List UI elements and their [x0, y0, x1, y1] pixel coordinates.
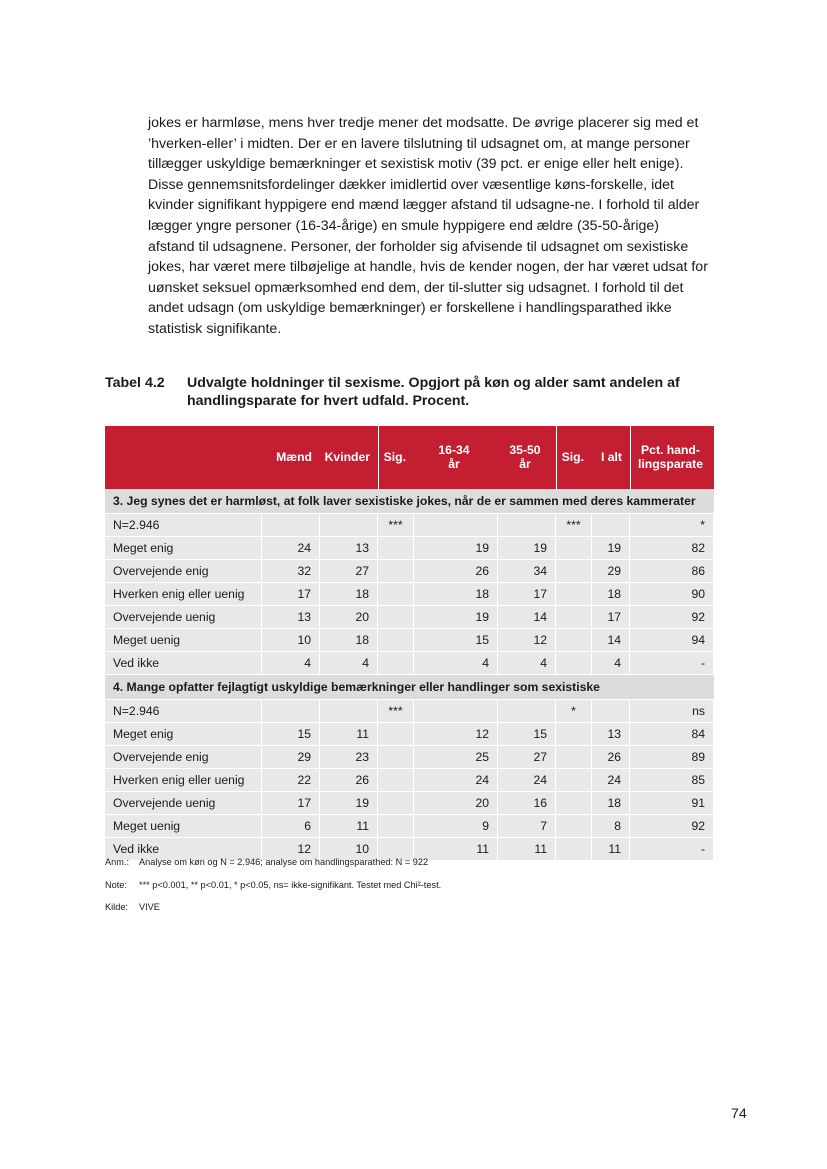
row-label: Overvejende uenig: [105, 792, 262, 815]
table-row: [105, 700, 714, 723]
row-label: Meget uenig: [105, 815, 262, 838]
table-body: [105, 489, 714, 861]
column-header: 35-50 år: [498, 426, 556, 489]
table-cell: [498, 514, 556, 537]
table-cell: 24: [498, 769, 556, 792]
table-cell: 25: [414, 746, 498, 769]
table-cell: 26: [414, 560, 498, 583]
table-cell: 92: [630, 606, 714, 629]
table-cell: -: [630, 838, 714, 861]
row-label: Meget uenig: [105, 629, 262, 652]
table-cell: 17: [262, 583, 320, 606]
table-cell: 34: [498, 560, 556, 583]
row-label: Hverken enig eller uenig: [105, 769, 262, 792]
column-header: Pct. hand- lingsparate: [630, 426, 714, 489]
table-cell: [378, 746, 414, 769]
table-cell: 26: [320, 769, 378, 792]
table-cell: [592, 514, 630, 537]
row-label: N=2.946: [105, 514, 262, 537]
table-cell: 15: [262, 723, 320, 746]
table-cell: 19: [414, 606, 498, 629]
table-cell: [378, 606, 414, 629]
table-cell: ***: [378, 700, 414, 723]
table-row: [105, 629, 714, 652]
table-cell: 91: [630, 792, 714, 815]
section-title: 4. Mange opfatter fejlagtigt uskyldige bemærkninger eller handlinger som sexistiske: [105, 675, 714, 700]
table-cell: ***: [556, 514, 592, 537]
table-cell: 84: [630, 723, 714, 746]
table-cell: 23: [320, 746, 378, 769]
section-header-row: [105, 675, 714, 700]
table-cell: 8: [592, 815, 630, 838]
table-cell: 10: [262, 629, 320, 652]
table-cell: [556, 792, 592, 815]
note-text: VIVE: [139, 902, 160, 912]
table-cell: 17: [592, 606, 630, 629]
table-cell: 11: [320, 723, 378, 746]
table-cell: 22: [262, 769, 320, 792]
row-label: Ved ikke: [105, 838, 262, 861]
table-cell: [556, 723, 592, 746]
note-text: *** p<0.001, ** p<0.01, * p<0.05, ns= ikke-signifikant. Testet med Chi²-test.: [139, 879, 442, 890]
table-cell: 9: [414, 815, 498, 838]
table-cell: 10: [320, 838, 378, 861]
table-cell: 4: [320, 652, 378, 675]
table-cell: [378, 723, 414, 746]
column-header: I alt: [592, 426, 630, 489]
note-key: Anm.:: [105, 857, 129, 867]
table-cell: -: [630, 652, 714, 675]
table-cell: [592, 700, 630, 723]
table-cell: [262, 514, 320, 537]
table-row: [105, 652, 714, 675]
table-cell: 12: [414, 723, 498, 746]
table-cell: 92: [630, 815, 714, 838]
note-key: Note:: [105, 879, 127, 890]
table-cell: [378, 769, 414, 792]
table-cell: [556, 652, 592, 675]
column-header: Sig.: [378, 426, 414, 489]
table-row: [105, 769, 714, 792]
row-label: Overvejende uenig: [105, 606, 262, 629]
table-cell: 86: [630, 560, 714, 583]
table-cell: 11: [592, 838, 630, 861]
table-row: [105, 792, 714, 815]
table-cell: 16: [498, 792, 556, 815]
table-cell: 27: [498, 746, 556, 769]
table-cell: [498, 700, 556, 723]
table-cell: [556, 629, 592, 652]
table-cell: [556, 815, 592, 838]
table-header-row: [105, 426, 714, 489]
table-cell: 90: [630, 583, 714, 606]
note-note: [105, 879, 441, 891]
table-cell: [378, 537, 414, 560]
table-cell: 4: [414, 652, 498, 675]
table-cell: 15: [414, 629, 498, 652]
body-paragraph: [148, 113, 708, 340]
table-cell: 17: [498, 583, 556, 606]
table-cell: 12: [262, 838, 320, 861]
table-cell: 19: [414, 537, 498, 560]
table-cell: *: [630, 514, 714, 537]
data-table: [105, 426, 714, 861]
table-cell: 13: [262, 606, 320, 629]
table-cell: [262, 700, 320, 723]
table-cell: ***: [378, 514, 414, 537]
table-row: [105, 746, 714, 769]
table-notes: [105, 856, 441, 924]
table-cell: 20: [414, 792, 498, 815]
table-cell: 32: [262, 560, 320, 583]
table-cell: 6: [262, 815, 320, 838]
table-row: [105, 583, 714, 606]
table-cell: 11: [414, 838, 498, 861]
note-anm: [105, 856, 441, 868]
table-cell: [378, 652, 414, 675]
table-cell: 15: [498, 723, 556, 746]
table-cell: 12: [498, 629, 556, 652]
table-cell: 24: [592, 769, 630, 792]
table-cell: 7: [498, 815, 556, 838]
table-cell: [556, 769, 592, 792]
table-cell: [378, 792, 414, 815]
table-cell: 18: [320, 583, 378, 606]
table-cell: [320, 514, 378, 537]
table-row: [105, 514, 714, 537]
table-cell: 18: [592, 583, 630, 606]
note-key: Kilde:: [105, 902, 128, 912]
table-cell: 14: [592, 629, 630, 652]
table-cell: [378, 815, 414, 838]
table-cell: 18: [320, 629, 378, 652]
table-cell: 18: [592, 792, 630, 815]
caption-title: Udvalgte holdninger til sexisme. Opgjort på køn og alder samt andelen af handlingsparate for hvert udfald. Procent.: [187, 375, 680, 409]
section-title: 3. Jeg synes det er harmløst, at folk laver sexistiske jokes, når de er sammen med deres kammerater: [105, 489, 714, 514]
table-cell: [320, 700, 378, 723]
section-header-row: [105, 489, 714, 514]
table-cell: 19: [592, 537, 630, 560]
table-cell: [378, 629, 414, 652]
table-cell: 4: [498, 652, 556, 675]
column-header: 16-34 år: [414, 426, 498, 489]
table-cell: 24: [262, 537, 320, 560]
table-cell: 26: [592, 746, 630, 769]
table-caption: [105, 374, 705, 410]
table-cell: [556, 746, 592, 769]
table-cell: 29: [592, 560, 630, 583]
note-kilde: [105, 901, 441, 913]
table-row: [105, 815, 714, 838]
table-cell: 94: [630, 629, 714, 652]
row-label: Meget enig: [105, 723, 262, 746]
row-label: Ved ikke: [105, 652, 262, 675]
table-cell: 4: [262, 652, 320, 675]
caption-label: Tabel 4.2: [105, 375, 165, 391]
row-label: Meget enig: [105, 537, 262, 560]
table-row: [105, 723, 714, 746]
paragraph-text: jokes er harmløse, mens hver tredje mener det modsatte. De øvrige placerer sig med et ’hverken-eller’ i midten. Der er en lavere tilslutning til udsagnet om, at mange personer tillægger uskyldige bemærkninger et sexistisk motiv (39 pct. er enige eller helt enige). Disse gennemsnitsfordelinger dækker imidlertid over væsentlige køns-forskelle, idet kvinder signifikant hyppigere end mænd lægger afstand til udsagne-ne. I forhold til alder lægger yngre personer (16-34-årige) en smule hyppigere end ældre (35-50-årige) afstand til udsagnene. Personer, der forholder sig afvisende til udsagnet om sexistiske jokes, har været mere tilbøjelige at handle, hvis de kender nogen, der har været udsat for uønsket seksuel opmærksomhed end dem, der til-slutter sig udsagnet. I forhold til det andet udsagn (om uskyldige bemærkninger) er forskellene i handlingsparathed ikke statistisk signifikante.: [148, 115, 708, 337]
header-blank: [105, 426, 262, 489]
table-cell: *: [556, 700, 592, 723]
table-cell: 20: [320, 606, 378, 629]
table-cell: 13: [592, 723, 630, 746]
table-cell: 89: [630, 746, 714, 769]
table-cell: 11: [498, 838, 556, 861]
table-cell: 11: [320, 815, 378, 838]
note-text: Analyse om køn og N = 2.946; analyse om handlingsparathed: N = 922: [139, 857, 429, 867]
column-header: Mænd: [262, 426, 320, 489]
table-cell: 19: [498, 537, 556, 560]
table-row: [105, 560, 714, 583]
row-label: Overvejende enig: [105, 560, 262, 583]
table-cell: 19: [320, 792, 378, 815]
table-cell: 82: [630, 537, 714, 560]
table-cell: [556, 606, 592, 629]
table-cell: [556, 537, 592, 560]
table-cell: 27: [320, 560, 378, 583]
table-cell: [414, 514, 498, 537]
row-label: N=2.946: [105, 700, 262, 723]
table-cell: 18: [414, 583, 498, 606]
row-label: Hverken enig eller uenig: [105, 583, 262, 606]
table-cell: 85: [630, 769, 714, 792]
page-number: 74: [731, 1106, 747, 1122]
table-cell: ns: [630, 700, 714, 723]
table-cell: [414, 700, 498, 723]
table-cell: 4: [592, 652, 630, 675]
table-cell: 29: [262, 746, 320, 769]
table-cell: [556, 583, 592, 606]
row-label: Overvejende enig: [105, 746, 262, 769]
table-cell: 14: [498, 606, 556, 629]
table-cell: [378, 560, 414, 583]
table-cell: 17: [262, 792, 320, 815]
table-cell: [378, 583, 414, 606]
table-cell: [556, 838, 592, 861]
column-header: Sig.: [556, 426, 592, 489]
column-header: Kvinder: [320, 426, 378, 489]
table-row: [105, 537, 714, 560]
table-cell: 13: [320, 537, 378, 560]
table-cell: [556, 560, 592, 583]
table-cell: 24: [414, 769, 498, 792]
table-row: [105, 606, 714, 629]
